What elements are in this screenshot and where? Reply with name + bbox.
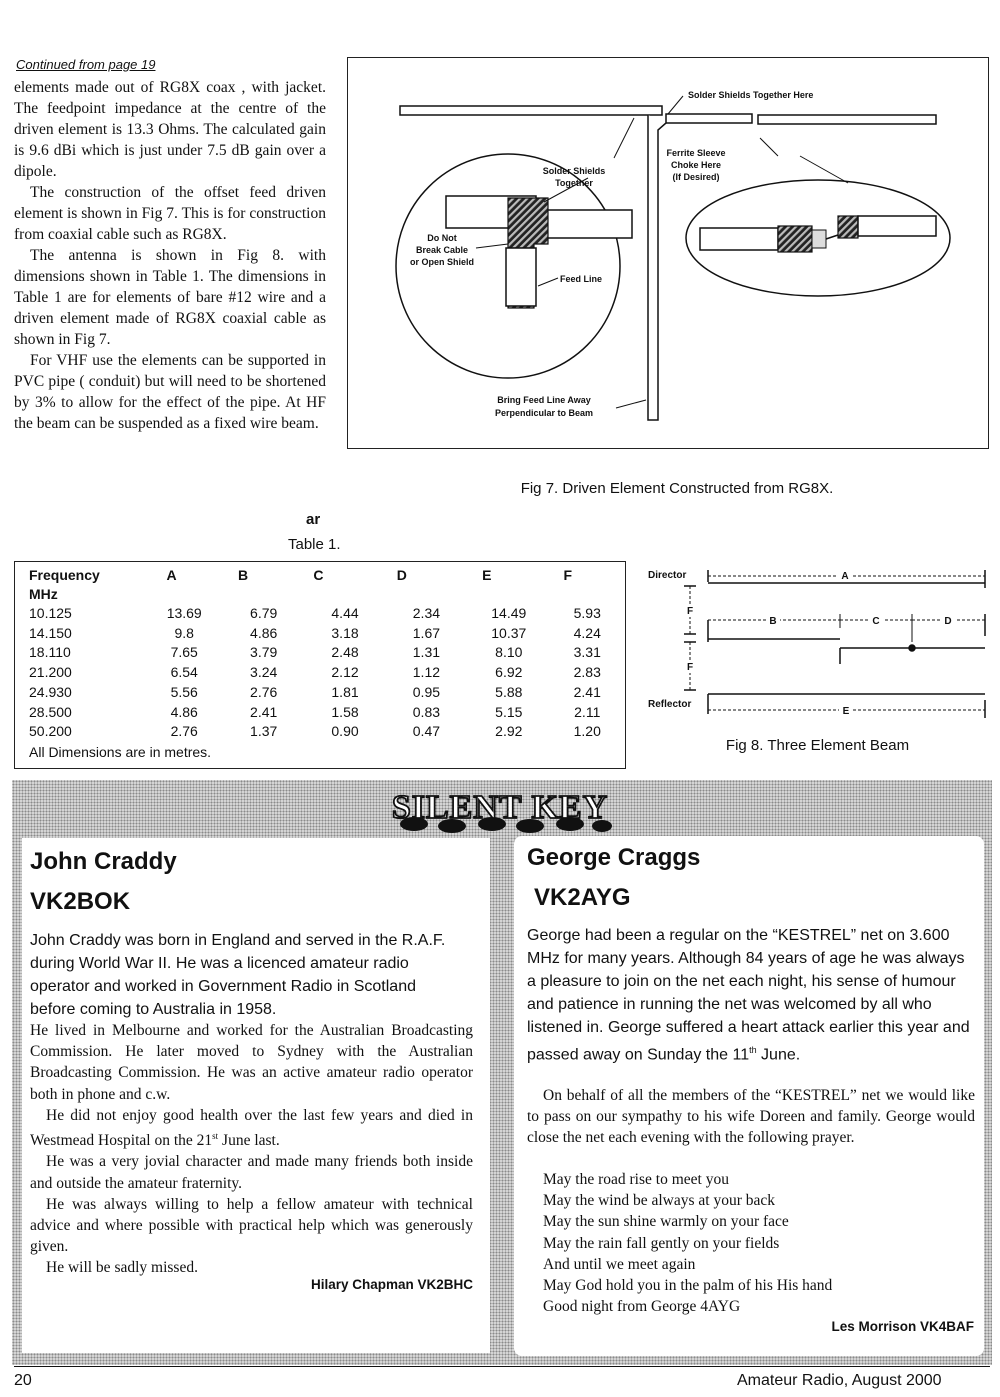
label-dim-f-1: F [686, 606, 694, 617]
table-cell: 2.34 [412, 605, 441, 621]
obituary-body [527, 1085, 975, 1149]
label-dim-a: A [841, 571, 849, 582]
continued-from-label: Continued from page 19 [16, 57, 156, 72]
label-dim-b: B [769, 616, 777, 627]
header-e: E [482, 567, 492, 583]
table-cell: 2.76 [170, 723, 198, 740]
table-cell: 7.65 [170, 644, 198, 661]
header-d: D [396, 567, 407, 583]
fig8-diagram [640, 558, 995, 723]
prayer [527, 1169, 975, 1317]
header-a: A [166, 567, 177, 583]
prayer-line: May the road rise to meet you [543, 1171, 729, 1188]
table-cell-frequency: 21.200 [29, 664, 72, 681]
driven-element-center [666, 114, 752, 123]
obituary-name: George Craggs [527, 844, 701, 871]
article-end-mark: ar [306, 511, 321, 528]
label-dim-c: C [872, 616, 880, 627]
driven-element-left [400, 106, 662, 115]
table-cell: 2.41 [573, 683, 601, 700]
table-cell: 6.79 [250, 605, 278, 621]
table-cell: 2.92 [495, 723, 523, 740]
article-paragraph: The antenna is shown in Fig 8. with dimensions shown in Table 1. The dimensions in Table 1 are for elements of bare #12 wire and a driven element made of RG8X coaxial cable as shown in Fig 7. [14, 247, 326, 348]
table-row [29, 624, 625, 644]
table-cell: 1.58 [331, 703, 359, 720]
table-cell: 5.56 [170, 683, 198, 700]
article-paragraph: For VHF use the elements can be supported in PVC pipe ( conduit) but will need to be shortened by 3% to allow for the effect of the pipe. At HF the beam can be suspended as a fixed wire beam. [14, 352, 326, 432]
table-row [29, 604, 625, 624]
obituary-callsign: VK2AYG [534, 884, 631, 911]
header-c: C [313, 567, 324, 583]
table-cell: 4.44 [331, 605, 359, 621]
table-cell: 2.76 [250, 683, 278, 700]
label-ferrite-2: Choke Here [670, 160, 722, 170]
table-note: All Dimensions are in metres. [29, 744, 212, 760]
obituary-intro: George had been a regular on the “KESTREL” net on 3.600 MHz for many years. Although 84 years of age he was always a pleasure to join on the net each night, his sense of humour and patience in running the net was welcomed by all who listened in. George suffered a heart attack earlier this year and passed away on Sunday the 11th June. [527, 927, 970, 1064]
obituary-callsign: VK2BOK [30, 888, 131, 915]
label-bring-feed-1: Bring Feed Line Away [497, 395, 591, 405]
silent-key-title: SILENT KEY [391, 789, 609, 826]
prayer-line: Good night from George 4AYG [543, 1298, 741, 1316]
obituary-paragraph: He was a very jovial character and made many friends both inside and outside the amateur fraternity. [30, 1153, 473, 1192]
table-cell-frequency: 28.500 [29, 703, 72, 720]
table-cell: 1.67 [412, 624, 441, 641]
label-dim-f-2: F [686, 662, 694, 673]
header-frequency: Frequency [29, 567, 100, 583]
table-cell: 2.12 [331, 664, 359, 681]
fig7-drawing [348, 58, 988, 448]
table-cell: 1.37 [250, 723, 278, 740]
page-number: 20 [14, 1372, 32, 1389]
feed-line [648, 115, 666, 420]
table-row [29, 703, 625, 723]
table-cell: 13.69 [166, 605, 202, 621]
table1-caption: Table 1. [288, 536, 341, 553]
label-feed-line: Feed Line [560, 274, 603, 284]
table-cell: 9.8 [174, 624, 194, 641]
table-cell: 1.12 [412, 664, 441, 681]
prayer-line: And until we meet again [543, 1255, 696, 1273]
obituary-paragraph: He did not enjoy good health over the last few years and died in Westmead Hospital on the 21st June last. [30, 1106, 473, 1150]
fig7-caption: Fig 7. Driven Element Constructed from RG8X. [520, 480, 834, 497]
fig7-diagram [347, 57, 989, 449]
label-do-not-3: or Open Shield [409, 257, 475, 267]
table-cell: 1.31 [412, 644, 441, 661]
obituary-paragraph: He will be sadly missed. [46, 1259, 198, 1277]
header-f: F [563, 567, 573, 583]
obituary-name: John Craddy [30, 848, 177, 875]
article-column [14, 77, 326, 434]
label-bring-feed-2: Perpendicular to Beam [494, 408, 594, 418]
table-cell: 3.79 [250, 644, 278, 661]
table-cell: 0.95 [412, 683, 441, 700]
obituary-intro: John Craddy was born in England and served in the R.A.F. during World War II. He was a licenced amateur radio operator and worked in Government Radio in Scotland before coming to Australia in 1958. [30, 932, 446, 1018]
table-header-row [29, 566, 625, 585]
table-cell: 8.10 [495, 644, 523, 661]
table-row [29, 663, 625, 683]
table-cell: 10.37 [491, 624, 527, 641]
table-cell: 2.11 [574, 703, 601, 720]
table-row [29, 722, 625, 742]
table-cell: 4.24 [573, 624, 601, 641]
table-cell-frequency: 10.125 [29, 605, 72, 621]
label-do-not-1: Do Not [427, 233, 457, 243]
table-cell: 2.48 [331, 644, 359, 661]
table-body [29, 604, 625, 742]
label-do-not-2: Break Cable [415, 245, 469, 255]
table-cell: 1.81 [331, 683, 359, 700]
header-b: B [237, 567, 249, 583]
table-cell-frequency: 24.930 [29, 683, 72, 700]
table-cell: 5.93 [573, 605, 601, 621]
table-cell: 6.92 [495, 664, 523, 681]
table-cell: 5.15 [495, 703, 523, 720]
label-solder-inset-2: Together [555, 178, 593, 188]
obituary-paragraph: On behalf of all the members of the “KESTREL” net we would like to pass on our sympathy to his wife Doreen and family. George would close the net each evening with the following prayer. [527, 1087, 975, 1147]
obituary-john-craddy [22, 838, 490, 1353]
label-ferrite-1: Ferrite Sleeve [666, 148, 726, 158]
table1 [14, 561, 626, 769]
label-ferrite-3: (If Desired) [672, 172, 720, 182]
footer-rule [14, 1366, 990, 1367]
prayer-line: May God hold you in the palm of his His hand [543, 1277, 833, 1295]
obituary-paragraph: He lived in Melbourne and worked for the Australian Broadcasting Commission. He later moved to Sydney with the Australian Broadcasting Commission. He was an active amateur radio operator both in phone and c.w. [30, 1022, 473, 1103]
silent-key-banner [380, 788, 620, 838]
label-director: Director [648, 570, 687, 581]
label-solder-shields-here: Solder Shields Together Here [688, 90, 814, 100]
obituary-george-craggs [514, 836, 984, 1356]
label-reflector: Reflector [648, 699, 692, 710]
table-cell: 6.54 [170, 664, 198, 681]
table-cell: 14.49 [491, 605, 527, 621]
table-cell: 2.41 [250, 703, 278, 720]
table-cell: 3.31 [573, 644, 601, 661]
table-cell: 0.90 [331, 723, 359, 740]
publication-name: Amateur Radio, August 2000 [737, 1372, 942, 1389]
label-dim-e: E [842, 706, 850, 717]
table-unit-row [29, 585, 625, 604]
table-cell: 1.20 [573, 723, 601, 740]
table-cell-frequency: 14.150 [29, 624, 72, 641]
obituary-paragraph: He was always willing to help a fellow amateur with technical advice and where possible with practical help which was generously given. [30, 1195, 473, 1256]
table-cell: 0.83 [412, 703, 441, 720]
prayer-line: May the rain fall gently on your fields [543, 1234, 780, 1252]
table-row [29, 683, 625, 703]
table-cell: 0.47 [412, 723, 441, 740]
table-cell: 5.88 [495, 683, 523, 700]
table-cell-frequency: 18.110 [29, 644, 71, 661]
table-row [29, 643, 625, 663]
article-paragraph: The construction of the offset feed driven element is shown in Fig 7. This is for construction from coaxial cable such as RG8X. [14, 184, 326, 243]
table-cell: 2.83 [573, 664, 601, 681]
article-paragraph: elements made out of RG8X coax , with jacket. The feedpoint impedance at the centre of the driven element is 13.3 Ohms. The calculated gain is 9.6 dBi which is just under 7.5 dB gain over a dipole. [14, 79, 326, 180]
driven-element-right [758, 115, 936, 124]
obituary-signature: Hilary Chapman VK2BHC [310, 1277, 473, 1292]
label-solder-inset-1: Solder Shields [542, 166, 606, 176]
header-unit: MHz [29, 586, 58, 602]
prayer-line: May the sun shine warmly on your face [543, 1213, 789, 1231]
table-cell: 4.86 [250, 624, 278, 641]
table-cell-frequency: 50.200 [29, 723, 72, 740]
table-cell: 3.24 [250, 664, 278, 681]
label-dim-d: D [944, 616, 952, 627]
obituary-signature: Les Morrison VK4BAF [831, 1319, 974, 1334]
table-cell: 4.86 [170, 703, 198, 720]
obituary-body [30, 1020, 473, 1279]
prayer-line: May the wind be always at your back [543, 1192, 776, 1210]
dimensions-table [29, 566, 625, 742]
table-cell: 3.18 [331, 624, 359, 641]
fig8-caption: Fig 8. Three Element Beam [725, 737, 910, 754]
